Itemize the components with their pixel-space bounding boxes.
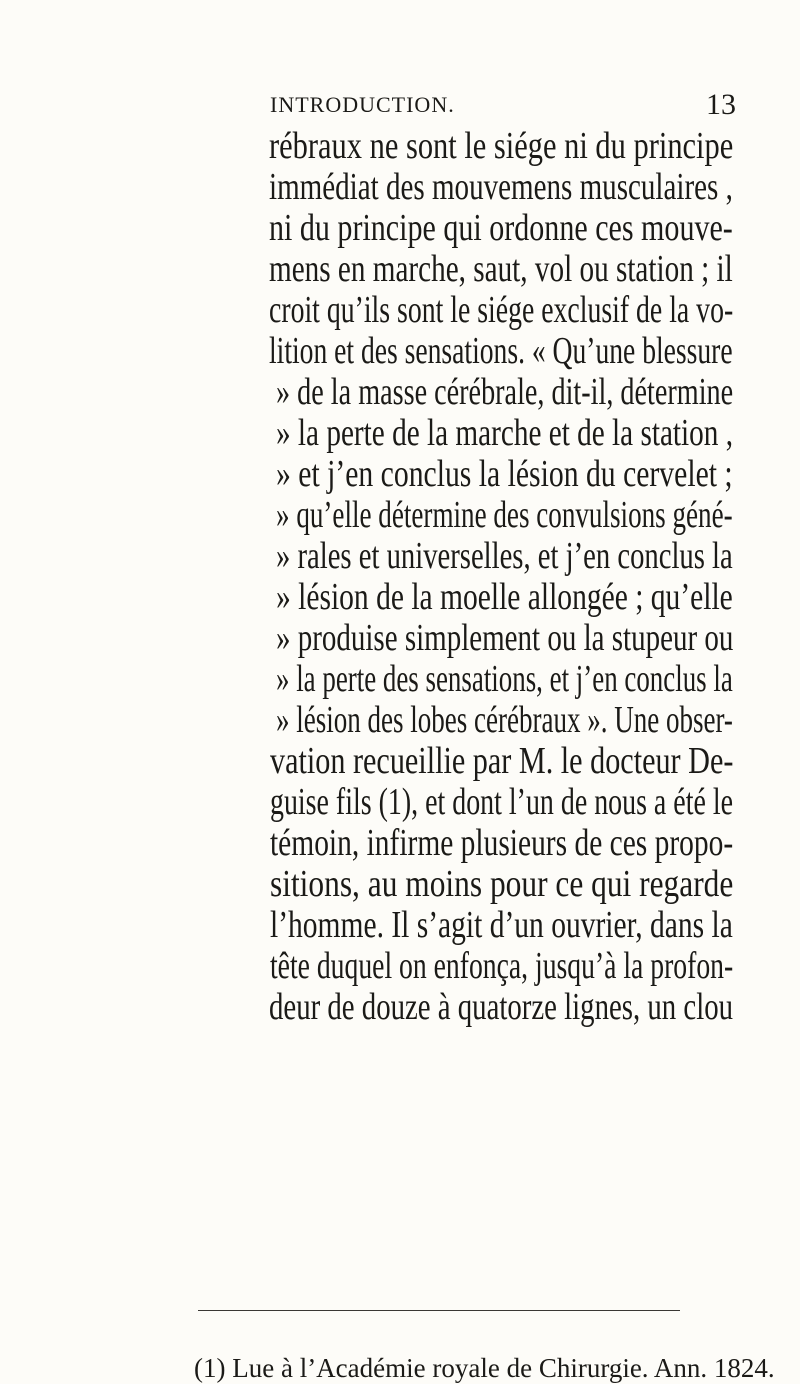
body-line: » produise simplement ou la stupeur ou	[276, 617, 734, 659]
body-line: » lésion de la moelle allongée ; qu’elle	[276, 576, 733, 618]
body-line: » la perte des sensations, et j’en conclus la	[276, 658, 733, 700]
body-line: » et j’en conclus la lésion du cervelet ;	[276, 453, 733, 495]
body-line: » la perte de la marche et de la station ,	[276, 412, 734, 454]
footnote-rule	[198, 1310, 680, 1311]
body-line: croit qu’ils sont le siége exclusif de la vo-	[269, 289, 734, 331]
body-line: sitions, au moins pour ce qui regarde	[270, 863, 734, 905]
body-line: témoin, infirme plusieurs de ces propo-	[270, 822, 734, 864]
body-line: lition et des sensations. « Qu’une blessure	[269, 330, 733, 372]
body-line: » rales et universelles, et j’en conclus la	[276, 535, 733, 577]
body-line: l’homme. Il s’agit d’un ouvrier, dans la	[270, 904, 733, 946]
running-title: INTRODUCTION.	[270, 92, 455, 117]
body-line: deur de douze à quatorze lignes, un clou	[269, 986, 734, 1028]
body-line: ni du principe qui ordonne ces mouve-	[269, 207, 733, 249]
body-line: » qu’elle détermine des convulsions géné-	[276, 494, 733, 536]
body-line: guise fils (1), et dont l’un de nous a été le	[270, 781, 733, 823]
page-number: 13	[706, 88, 736, 121]
body-line: mens en marche, saut, vol ou station ; il	[269, 248, 733, 290]
body-line: rébraux ne sont le siége ni du principe	[269, 125, 734, 167]
body-line: tête duquel on enfonça, jusqu’à la profon-	[270, 945, 734, 987]
footnote: (1) Lue à l’Académie royale de Chirurgie. Ann. 1824.	[194, 1353, 775, 1383]
body-line: » lésion des lobes cérébraux ». Une obser-	[276, 699, 733, 741]
body-line: vation recueillie par M. le docteur De-	[270, 740, 734, 782]
body-line: » de la masse cérébrale, dit-il, détermine	[276, 371, 734, 413]
body-line: immédiat des mouvemens musculaires ,	[269, 166, 733, 208]
